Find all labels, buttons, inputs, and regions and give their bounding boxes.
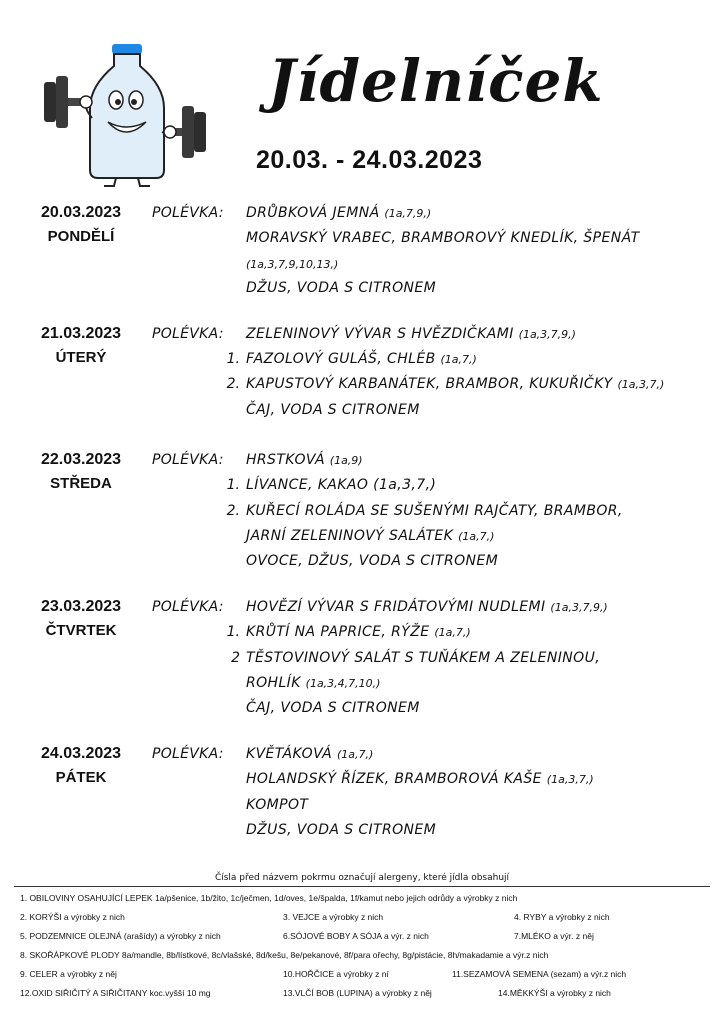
allergen-item: 12.OXID SIŘIČITÝ A SIŘIČITANY koc.vyšší 10 mg — [20, 988, 211, 998]
menu-line: HOLANDSKÝ ŘÍZEK, BRAMBOROVÁ KAŠE (1a,3,7,) — [246, 771, 594, 787]
day-name: STŘEDA — [50, 475, 112, 492]
milk-bottle-mascot-icon — [40, 42, 210, 190]
allergen-item: 6.SÓJOVÉ BOBY A SÓJA a výr. z nich — [283, 931, 429, 941]
day-name: PÁTEK — [55, 769, 107, 786]
allergen-note: Čísla před názvem pokrmu označují alergeny, které jídla obsahují — [214, 873, 510, 883]
allergen-item: 14.MĚKKÝŠI a výrobky z nich — [498, 988, 611, 998]
menu-line: KAPUSTOVÝ KARBANÁTEK, BRAMBOR, KUKUŘIČKY (1a,3,7,) — [246, 376, 665, 392]
soup-label: POLÉVKA: — [152, 452, 224, 468]
soup-label: POLÉVKA: — [152, 205, 224, 221]
day-date: 20.03.2023 — [40, 204, 122, 221]
soup-label: POLÉVKA: — [152, 599, 224, 615]
menu-line: OVOCE, DŽUS, VODA S CITRONEM — [246, 553, 499, 569]
day-date: 24.03.2023 — [40, 745, 122, 762]
menu-number: 1. — [226, 624, 240, 640]
menu-line: ČAJ, VODA S CITRONEM — [246, 700, 420, 716]
allergen-item: 8. SKOŘÁPKOVÉ PLODY 8a/mandle, 8b/lístkové, 8c/vlašské, 8d/kešu, 8e/pekanové, 8f/para ořechy, 8g/pistácie, 8h/makadamie a výr.z nich — [20, 950, 549, 960]
menu-line: TĚSTOVINOVÝ SALÁT S TUŇÁKEM A ZELENINOU, — [246, 650, 601, 666]
menu-line: KUŘECÍ ROLÁDA SE SUŠENÝMI RAJČATY, BRAMBOR, — [246, 503, 623, 519]
menu-number: 2. — [226, 503, 240, 519]
menu-line: JARNÍ ZELENINOVÝ SALÁTEK (1a,7,) — [246, 528, 495, 544]
day-date: 23.03.2023 — [40, 598, 122, 615]
day-name: PONDĚLÍ — [47, 228, 115, 245]
menu-line: HOVĚZÍ VÝVAR S FRIDÁTOVÝMI NUDLEMI (1a,3,7,9,) — [246, 599, 608, 615]
menu-number: 1. — [226, 477, 240, 493]
allergen-item: 13.VLČÍ BOB (LUPINA) a výrobky z něj — [283, 988, 432, 998]
menu-line: DŽUS, VODA S CITRONEM — [246, 280, 437, 296]
menu-line: KVĚTÁKOVÁ (1a,7,) — [246, 746, 374, 762]
menu-line: MORAVSKÝ VRABEC, BRAMBOROVÝ KNEDLÍK, ŠPENÁT — [246, 230, 640, 246]
menu-line: ČAJ, VODA S CITRONEM — [246, 402, 420, 418]
day-date: 21.03.2023 — [40, 325, 122, 342]
menu-line: HRSTKOVÁ (1a,9) — [246, 452, 363, 468]
menu-number: 1. — [226, 351, 240, 367]
menu-number: 2 — [231, 650, 240, 666]
allergen-item: 2. KORÝŠI a výrobky z nich — [20, 912, 125, 922]
allergen-item: 1. OBILOVINY OSAHUJÍCÍ LEPEK 1a/pšenice, 1b/žito, 1c/ječmen, 1d/oves, 1e/špalda, 1f/kamut nebo jejich odrůdy a výrobky z nich — [20, 893, 518, 903]
allergen-item: 3. VEJCE a výrobky z nich — [283, 912, 384, 922]
menu-line: DŽUS, VODA S CITRONEM — [246, 822, 437, 838]
menu-line: ZELENINOVÝ VÝVAR S HVĚZDIČKAMI (1a,3,7,9,) — [246, 326, 576, 342]
allergen-item: 11.SEZAMOVÁ SEMENA (sezam) a výr.z nich — [452, 969, 627, 979]
menu-line: KRŮTÍ NA PAPRICE, RÝŽE (1a,7,) — [246, 624, 471, 640]
menu-number: 2. — [226, 376, 240, 392]
divider — [14, 886, 710, 887]
menu-line: FAZOLOVÝ GULÁŠ, CHLÉB (1a,7,) — [246, 351, 477, 367]
menu-line: LÍVANCE, KAKAO (1a,3,7,) — [246, 477, 437, 493]
allergen-item: 5. PODZEMNICE OLEJNÁ (arašídy) a výrobky z nich — [20, 931, 221, 941]
menu-line: KOMPOT — [246, 797, 309, 813]
menu-line: ROHLÍK (1a,3,4,7,10,) — [246, 675, 381, 691]
menu-line-allergens: (1a,3,7,9,10,13,) — [246, 258, 339, 271]
allergen-item: 7.MLÉKO a výr. z něj — [514, 931, 594, 941]
day-date: 22.03.2023 — [40, 451, 122, 468]
day-name: ÚTERÝ — [55, 349, 107, 366]
day-name: ČTVRTEK — [45, 622, 117, 639]
page-title: Jídelníček — [268, 47, 604, 115]
allergen-item: 4. RYBY a výrobky z nich — [514, 912, 610, 922]
allergen-item: 10.HOŘČICE a výrobky z ní — [283, 969, 389, 979]
allergen-item: 9. CELER a výrobky z něj — [20, 969, 117, 979]
soup-label: POLÉVKA: — [152, 746, 224, 762]
week-date-range: 20.03. - 24.03.2023 — [256, 146, 483, 174]
soup-label: POLÉVKA: — [152, 326, 224, 342]
menu-line: DRŮBKOVÁ JEMNÁ (1a,7,9,) — [246, 205, 432, 221]
